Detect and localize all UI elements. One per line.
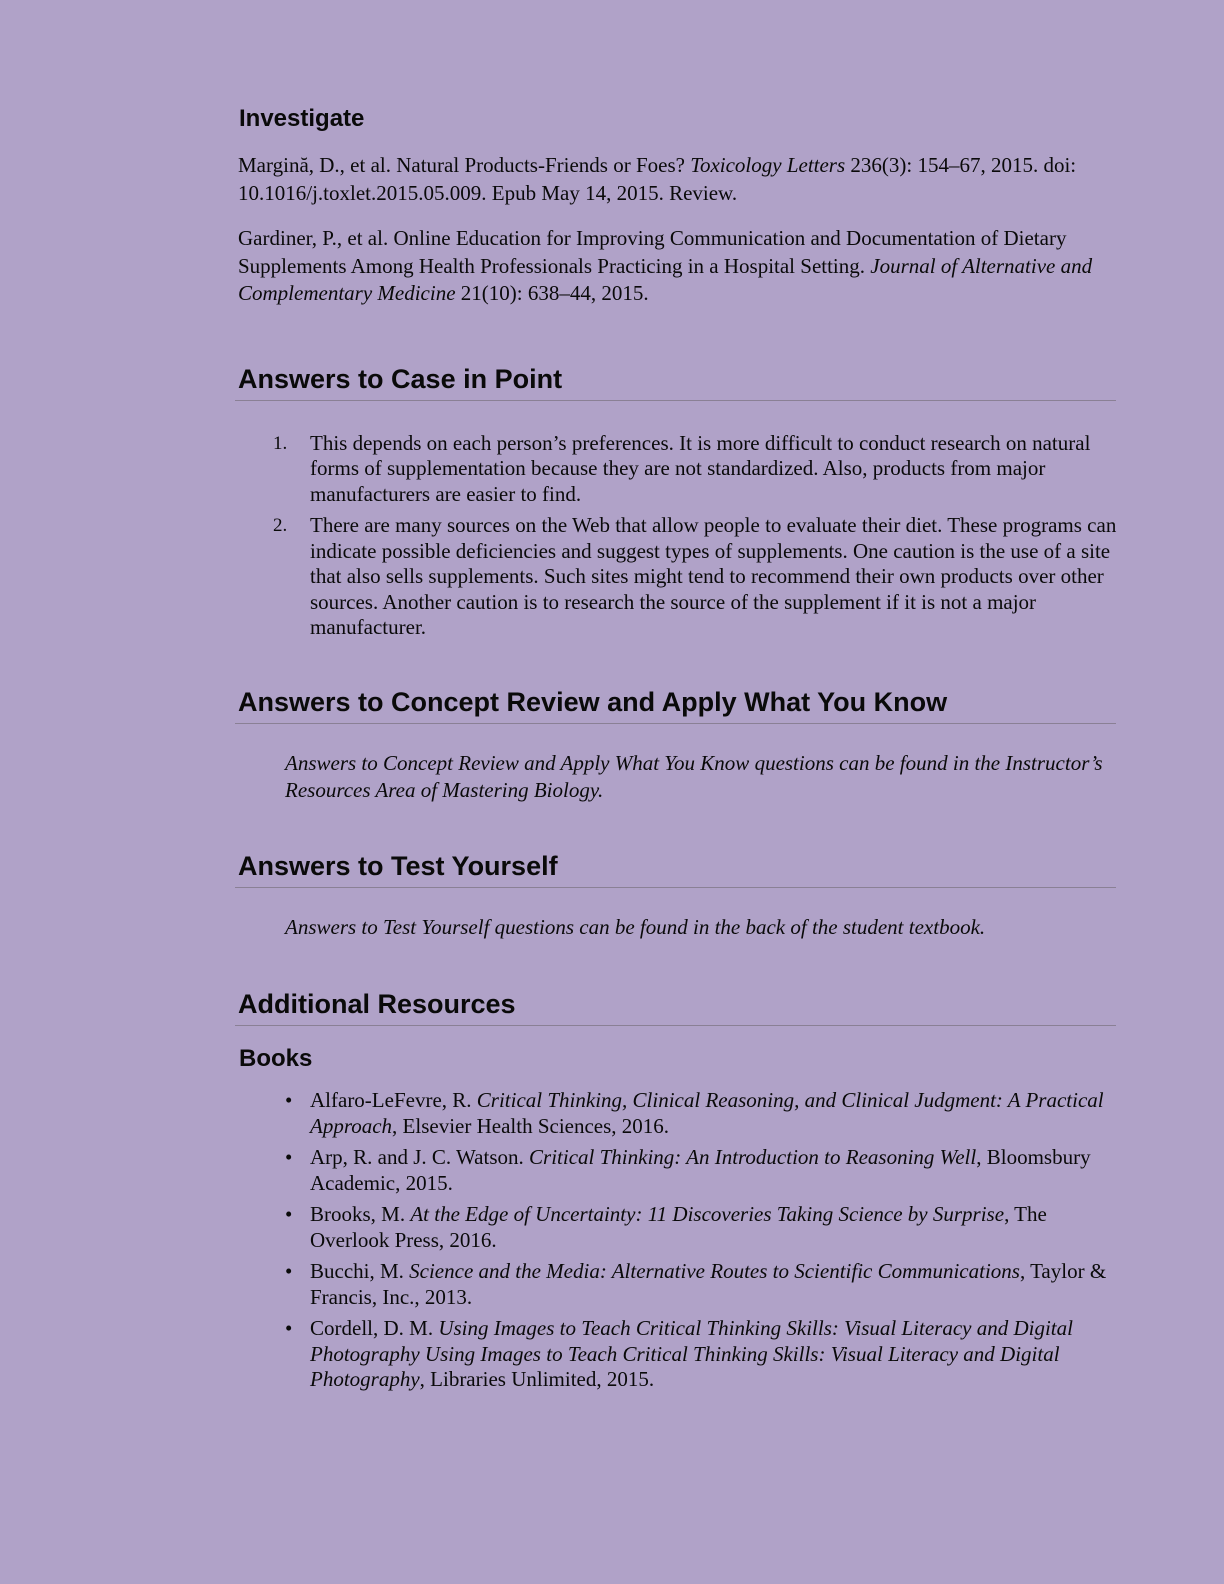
concept-review-heading: Answers to Concept Review and Apply What You Know [235,685,1116,724]
test-yourself-heading: Answers to Test Yourself [235,849,1116,888]
list-item: • Cordell, D. M. Using Images to Teach Critical Thinking Skills: Visual Literacy and Digital Photography Using Images to Teach Critical Thinking Skills: Visual Literacy and Digital Photography, Libraries Unlimited, 2015. [285,1316,1073,1391]
book-title: Critical Thinking: An Introduction to Reasoning Well [529,1145,977,1169]
bullet: • [285,1088,293,1112]
journal-title: Toxicology Letters [690,153,846,177]
bullet: • [285,1316,293,1340]
additional-resources-heading: Additional Resources [235,987,1116,1026]
book-title: Critical Thinking, Clinical Reasoning, and Clinical Judgment: A Practical Approach [310,1088,1104,1138]
list-item: 2. There are many sources on the Web that allow people to evaluate their diet. These programs can indicate possible deficiencies and suggest types of supplements. One caution is the use of a site that also sells supplements. Such sites might tend to recommend their own products over other sources. Another caution is to research the source of the supplement if it is not a major manufacturer. [273,513,1117,639]
list-item: 1. This depends on each person’s preferences. It is more difficult to conduct research on natural forms of supplementation because they are not standardized. Also, products from major manufacturers are easier to find. [273,430,1091,506]
list-item: • Alfaro-LeFevre, R. Critical Thinking, Clinical Reasoning, and Clinical Judgment: A Practical Approach, Elsevier Health Sciences, 2016. [285,1088,1104,1138]
book-title: At the Edge of Uncertainty: 11 Discoveries Taking Science by Surprise [410,1202,1005,1226]
bullet: • [285,1259,293,1283]
investigate-heading: Investigate [239,105,365,132]
list-item: • Bucchi, M. Science and the Media: Alternative Routes to Scientific Communications, Taylor & Francis, Inc., 2013. [285,1259,1107,1309]
case-in-point-heading: Answers to Case in Point [235,362,1116,401]
list-item: • Brooks, M. At the Edge of Uncertainty: 11 Discoveries Taking Science by Surprise, The Overlook Press, 2016. [285,1202,1047,1252]
journal-title: Journal of Alternative and Complementary Medicine [238,253,1093,305]
books-heading: Books [239,1045,313,1072]
investigate-references [238,152,1120,308]
test-yourself-note: Answers to Test Yourself questions can be found in the back of the student textbook. [285,914,986,939]
list-item: • Arp, R. and J. C. Watson. Critical Thinking: An Introduction to Reasoning Well, Bloomsbury Academic, 2015. [285,1145,1091,1195]
reference-entry: Margină, D., et al. Natural Products-Friends or Foes? Toxicology Letters 236(3): 154–67, 2015. doi: 10.1016/j.toxlet.2015.05.009. Epub May 14, 2015. Review. [238,153,1077,205]
case-in-point-answers [238,431,1120,641]
books-list [238,1088,1120,1393]
bullet: • [285,1145,293,1169]
document-page [238,104,1120,1399]
book-title: Using Images to Teach Critical Thinking Skills: Visual Literacy and Digital Photography Using Images to Teach Critical Thinking Skills: Visual Literacy and Digital Photography [310,1316,1073,1391]
reference-entry: Gardiner, P., et al. Online Education for Improving Communication and Documentation of Dietary Supplements Among Health Professionals Practicing in a Hospital Setting. Journal of Alternative and Complementary Medicine 21(10): 638–44, 2015. [238,226,1093,305]
list-number: 1. [273,432,288,454]
bullet: • [285,1202,293,1226]
book-title: Science and the Media: Alternative Routes to Scientific Communications [409,1259,1020,1283]
list-number: 2. [273,515,288,536]
concept-review-note: Answers to Concept Review and Apply What You Know questions can be found in the Instructor’s Resources Area of Mastering Biology. [285,750,1103,802]
